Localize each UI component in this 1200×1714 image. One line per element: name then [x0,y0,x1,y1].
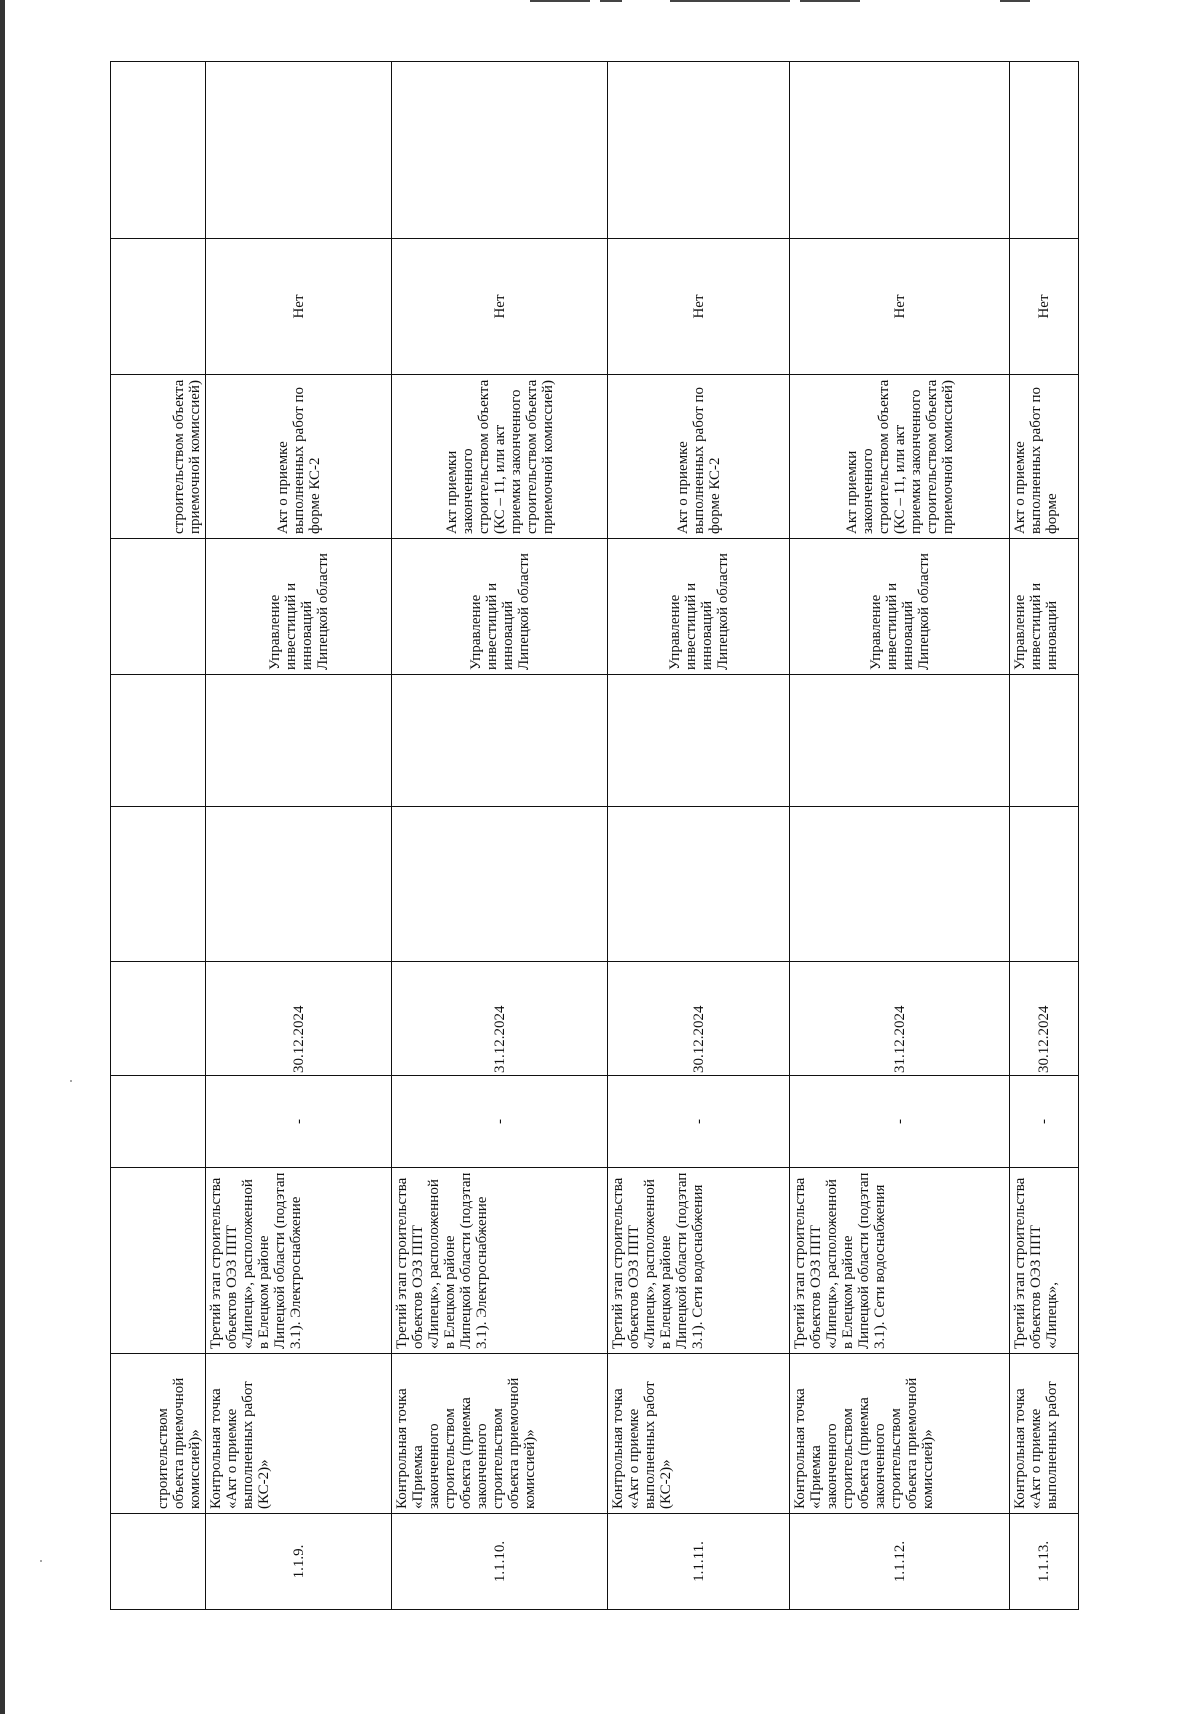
rotated-page [110,62,1078,1610]
cell-empty [1010,807,1079,962]
end-date: 30.12.2024 [1010,962,1079,1076]
cell-empty [111,539,206,675]
scan-edge [0,0,5,1714]
flag-value: Нет [206,239,392,375]
cell-empty [608,675,790,807]
cell-empty [111,675,206,807]
cell-empty [790,62,1010,239]
executor: Управление инвестиций и инноваций Липецкой области [206,539,392,675]
table-row [790,62,1010,1610]
end-date: 31.12.2024 [392,962,608,1076]
cell-empty [608,807,790,962]
schedule-table [110,61,1079,1610]
cell-empty [790,675,1010,807]
executor: Управление инвестиций и инноваций [1010,539,1079,675]
scan-speck [70,1080,72,1082]
start-date: - [206,1076,392,1168]
control-point: Контрольная точка «Приемка законченного строительством объекта (приемка законченного строительством объекта приемочной комиссией)» [790,1354,1010,1514]
executor: Управление инвестиций и инноваций Липецкой области [392,539,608,675]
cell-empty [392,62,608,239]
cell-empty [608,62,790,239]
control-point: Контрольная точка «Акт о приемке выполненных работ (КС-2)» [608,1354,790,1514]
scan-top-marks [530,0,1050,4]
control-point: Контрольная точка «Акт о приемке выполненных работ [1010,1354,1079,1514]
object-name: Третий этап строительства объектов ОЭЗ ППТ «Липецк», [1010,1168,1079,1354]
row-number: 1.1.11. [608,1514,790,1610]
table-row [206,62,392,1610]
cell-empty [111,239,206,375]
flag-value: Нет [1010,239,1079,375]
cell-empty [392,807,608,962]
object-name: Третий этап строительства объектов ОЭЗ ППТ «Липецк», расположенной в Елецком районе Липецкой области (подэтап 3.1). Сети водоснабжения [608,1168,790,1354]
document-type: Акт приемки законченного строительством объекта (КС – 11, или акт приемки законченного строительством объекта приемочной комиссией) [392,375,608,539]
table-row [392,62,608,1610]
end-date: 30.12.2024 [206,962,392,1076]
cell-document-tail: строительством объекта приемочной комиссией) [111,375,206,539]
flag-value: Нет [608,239,790,375]
table-row [608,62,790,1610]
document-type: Акт о приемке выполненных работ по форме КС-2 [608,375,790,539]
executor: Управление инвестиций и инноваций Липецкой области [608,539,790,675]
end-date: 31.12.2024 [790,962,1010,1076]
document-type: Акт о приемке выполненных работ по форме [1010,375,1079,539]
cell-empty [111,1514,206,1610]
table-row [1010,62,1079,1610]
start-date: - [790,1076,1010,1168]
cell-empty [1010,62,1079,239]
cell-empty [790,807,1010,962]
row-number: 1.1.9. [206,1514,392,1610]
cell-empty [111,962,206,1076]
object-name: Третий этап строительства объектов ОЭЗ ППТ «Липецк», расположенной в Елецком районе Липецкой области (подэтап 3.1). Сети водоснабжения [790,1168,1010,1354]
start-date: - [1010,1076,1079,1168]
cell-empty [111,807,206,962]
table-row-header-continuation [111,62,206,1610]
executor: Управление инвестиций и инноваций Липецкой области [790,539,1010,675]
flag-value: Нет [392,239,608,375]
end-date: 30.12.2024 [608,962,790,1076]
scan-speck [40,1560,42,1562]
cell-empty [111,1076,206,1168]
object-name: Третий этап строительства объектов ОЭЗ ППТ «Липецк», расположенной в Елецком районе Липецкой области (подэтап 3.1). Электроснабжение [206,1168,392,1354]
cell-empty [206,675,392,807]
cell-empty [206,807,392,962]
document-type: Акт приемки законченного строительством объекта (КС – 11, или акт приемки законченного строительством объекта приемочной комиссией) [790,375,1010,539]
start-date: - [392,1076,608,1168]
control-point: Контрольная точка «Приемка законченного строительством объекта (приемка законченного строительством объекта приемочной комиссией)» [392,1354,608,1514]
cell-control-point-tail: строительством объекта приемочной комиссией)» [111,1354,206,1514]
start-date: - [608,1076,790,1168]
cell-empty [111,62,206,239]
cell-empty [206,62,392,239]
cell-empty [392,675,608,807]
object-name: Третий этап строительства объектов ОЭЗ ППТ «Липецк», расположенной в Елецком районе Липецкой области (подэтап 3.1). Электроснабжение [392,1168,608,1354]
control-point: Контрольная точка «Акт о приемке выполненных работ (КС-2)» [206,1354,392,1514]
row-number: 1.1.10. [392,1514,608,1610]
row-number: 1.1.12. [790,1514,1010,1610]
cell-empty [1010,675,1079,807]
document-type: Акт о приемке выполненных работ по форме КС-2 [206,375,392,539]
cell-empty [111,1168,206,1354]
flag-value: Нет [790,239,1010,375]
row-number: 1.1.13. [1010,1514,1079,1610]
